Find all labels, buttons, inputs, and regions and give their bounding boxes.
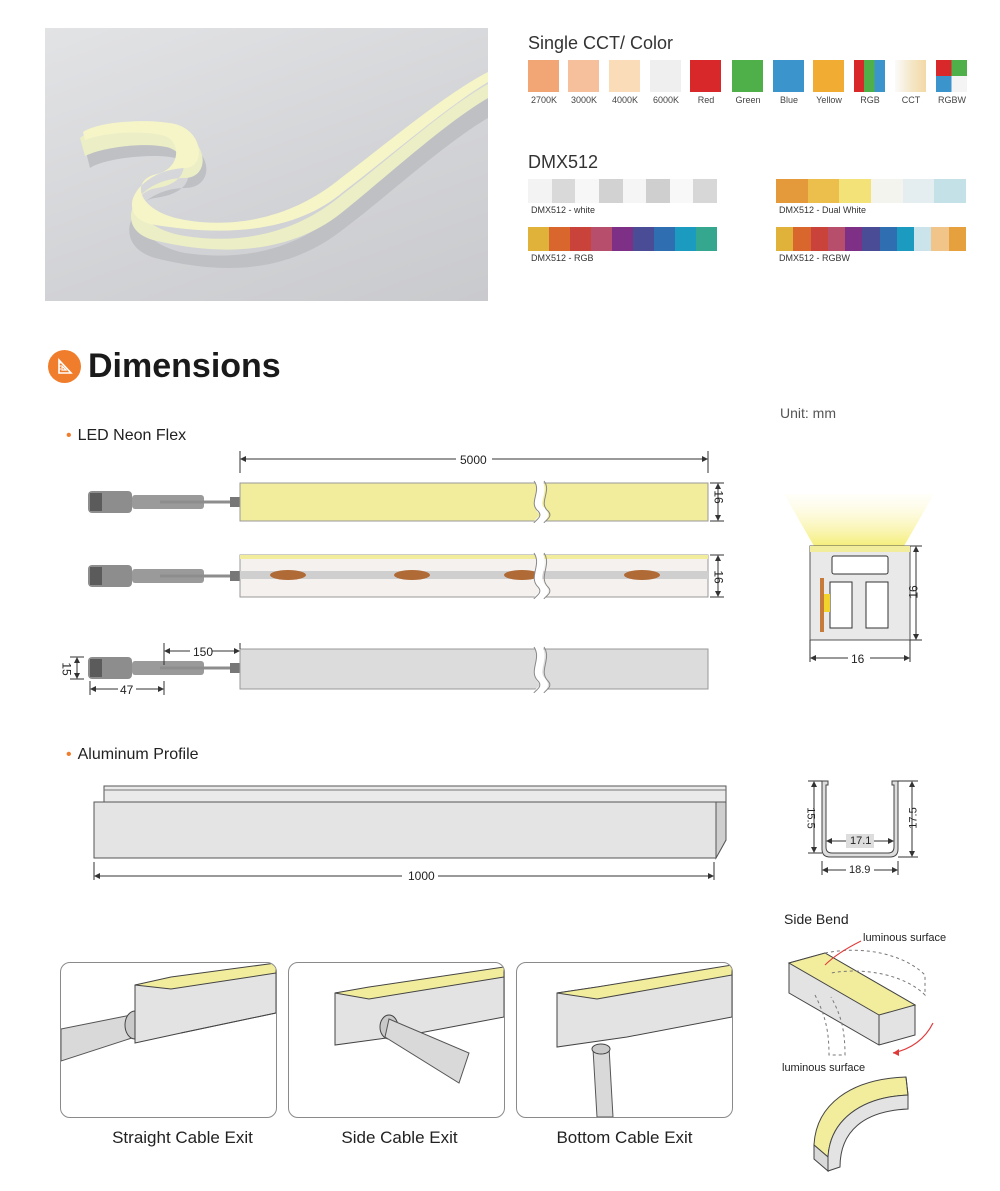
dmx-bar-segment bbox=[880, 227, 897, 251]
dmx-bar-segment bbox=[862, 227, 879, 251]
profile-length-label: 1000 bbox=[408, 869, 435, 883]
dmx-bar-label-3: DMX512 - RGBW bbox=[779, 253, 851, 263]
side-bend-title: Side Bend bbox=[784, 911, 849, 927]
dmx-bar-3 bbox=[776, 227, 966, 251]
side-bend-drawing bbox=[785, 935, 945, 1060]
dmx-bar-segment bbox=[693, 179, 717, 203]
dmx-bar-segment bbox=[949, 227, 966, 251]
swatch-3000k bbox=[568, 60, 599, 92]
dmx-bar-segment bbox=[776, 227, 793, 251]
cross-width-label: 16 bbox=[851, 652, 865, 666]
swatch-label-rgbw: RGBW bbox=[938, 95, 966, 105]
swatch-label-rgb: RGB bbox=[860, 95, 880, 105]
dmx-bar-segment bbox=[612, 227, 633, 251]
aluminum-profile-label: • Aluminum Profile bbox=[66, 746, 199, 764]
swatch-6000k bbox=[650, 60, 681, 92]
profile-outer-height-label: 17.5 bbox=[907, 807, 920, 829]
dmx-bar-segment bbox=[675, 227, 696, 251]
swatch-label-4000k: 4000K bbox=[611, 95, 639, 105]
ruler-triangle-icon bbox=[48, 350, 81, 383]
color-section-title: Single CCT/ Color bbox=[528, 33, 674, 53]
dmx-bar-label-2: DMX512 - RGB bbox=[531, 253, 594, 263]
dmx-bar-segment bbox=[931, 227, 948, 251]
side-cable-exit-card bbox=[288, 962, 505, 1118]
dmx-bar-segment bbox=[934, 179, 966, 203]
neon-flex-label: • LED Neon Flex bbox=[66, 427, 186, 445]
dmx-bar-segment bbox=[591, 227, 612, 251]
swatch-label-blue: Blue bbox=[779, 95, 798, 105]
dmx-bar-1 bbox=[776, 179, 966, 203]
dmx-bar-segment bbox=[654, 227, 675, 251]
swatch-label-red: Red bbox=[697, 95, 715, 105]
cross-height-label: 16 bbox=[906, 585, 921, 599]
length-5000-label: 5000 bbox=[460, 453, 487, 467]
bottom-cable-exit-card bbox=[516, 962, 733, 1118]
dmx-bar-label-1: DMX512 - Dual White bbox=[779, 205, 867, 215]
swatch-2700k bbox=[528, 60, 559, 92]
swatch-yellow bbox=[813, 60, 844, 92]
dmx-bar-segment bbox=[570, 227, 591, 251]
dmx-bar-segment bbox=[811, 227, 828, 251]
dmx-bar-segment bbox=[623, 179, 647, 203]
dmx-bar-segment bbox=[871, 179, 903, 203]
swatch-rgb bbox=[854, 60, 885, 92]
dmx-bar-segment bbox=[828, 227, 845, 251]
dmx-bar-segment bbox=[599, 179, 623, 203]
cross-section-drawing bbox=[780, 490, 940, 670]
swatch-blue bbox=[773, 60, 804, 92]
dmx-bar-segment bbox=[897, 227, 914, 251]
height-label-2: 16 bbox=[711, 570, 726, 584]
dmx-section-title: DMX512 bbox=[528, 152, 599, 172]
dmx-bar-segment bbox=[776, 179, 808, 203]
profile-outer-width-label: 18.9 bbox=[849, 864, 871, 876]
swatch-red bbox=[690, 60, 721, 92]
bottom-cable-exit-label: Bottom Cable Exit bbox=[556, 1128, 693, 1147]
profile-inner-width-label: 17.1 bbox=[850, 835, 872, 847]
dimensions-heading bbox=[48, 347, 281, 386]
dmx-bar-segment bbox=[839, 179, 871, 203]
swatch-label-yellow: Yellow bbox=[816, 95, 842, 105]
connector-length-label: 47 bbox=[120, 683, 134, 697]
swatch-label-2700k: 2700K bbox=[530, 95, 558, 105]
dmx-bar-label-0: DMX512 - white bbox=[531, 205, 596, 215]
dmx-bar-segment bbox=[575, 179, 599, 203]
swatch-cct bbox=[895, 60, 926, 92]
dmx-bar-segment bbox=[696, 227, 717, 251]
luminous-surface-label-2: luminous surface bbox=[782, 1062, 866, 1074]
swatch-label-3000k: 3000K bbox=[570, 95, 598, 105]
dmx-bar-segment bbox=[646, 179, 670, 203]
swatch-rgbw bbox=[936, 60, 967, 92]
swatch-4000k bbox=[609, 60, 640, 92]
dmx-bar-segment bbox=[845, 227, 862, 251]
neon-flex-drawing bbox=[60, 445, 740, 705]
dmx-bar-segment bbox=[528, 227, 549, 251]
dimensions-title: Dimensions bbox=[88, 347, 281, 385]
dmx-bar-2 bbox=[528, 227, 717, 251]
profile-inner-height-label: 15.5 bbox=[804, 807, 817, 829]
swatch-label-cct: CCT bbox=[901, 95, 921, 105]
dmx-bar-segment bbox=[903, 179, 935, 203]
connector-dia-label: 15 bbox=[59, 662, 74, 676]
cable-length-label: 150 bbox=[193, 645, 214, 659]
height-label-1: 16 bbox=[711, 490, 726, 504]
dmx-bar-segment bbox=[914, 227, 931, 251]
dmx-bar-segment bbox=[793, 227, 810, 251]
luminous-surface-label-1: luminous surface bbox=[863, 932, 947, 944]
swatch-label-green: Green bbox=[735, 95, 761, 105]
dmx-bar-segment bbox=[549, 227, 570, 251]
dmx-bar-segment bbox=[528, 179, 552, 203]
straight-cable-exit-label: Straight Cable Exit bbox=[112, 1128, 253, 1147]
dmx-bar-segment bbox=[552, 179, 576, 203]
product-photo bbox=[45, 28, 488, 301]
swatch-label-6000k: 6000K bbox=[652, 95, 680, 105]
dmx-bar-0 bbox=[528, 179, 717, 203]
swatch-green bbox=[732, 60, 763, 92]
unit-label: Unit: mm bbox=[780, 405, 836, 421]
dmx-bar-segment bbox=[633, 227, 654, 251]
dmx-bar-segment bbox=[670, 179, 694, 203]
curved-strip-drawing bbox=[800, 1075, 930, 1185]
dmx-bar-segment bbox=[808, 179, 840, 203]
side-cable-exit-label: Side Cable Exit bbox=[341, 1128, 458, 1147]
straight-cable-exit-card bbox=[60, 962, 277, 1118]
